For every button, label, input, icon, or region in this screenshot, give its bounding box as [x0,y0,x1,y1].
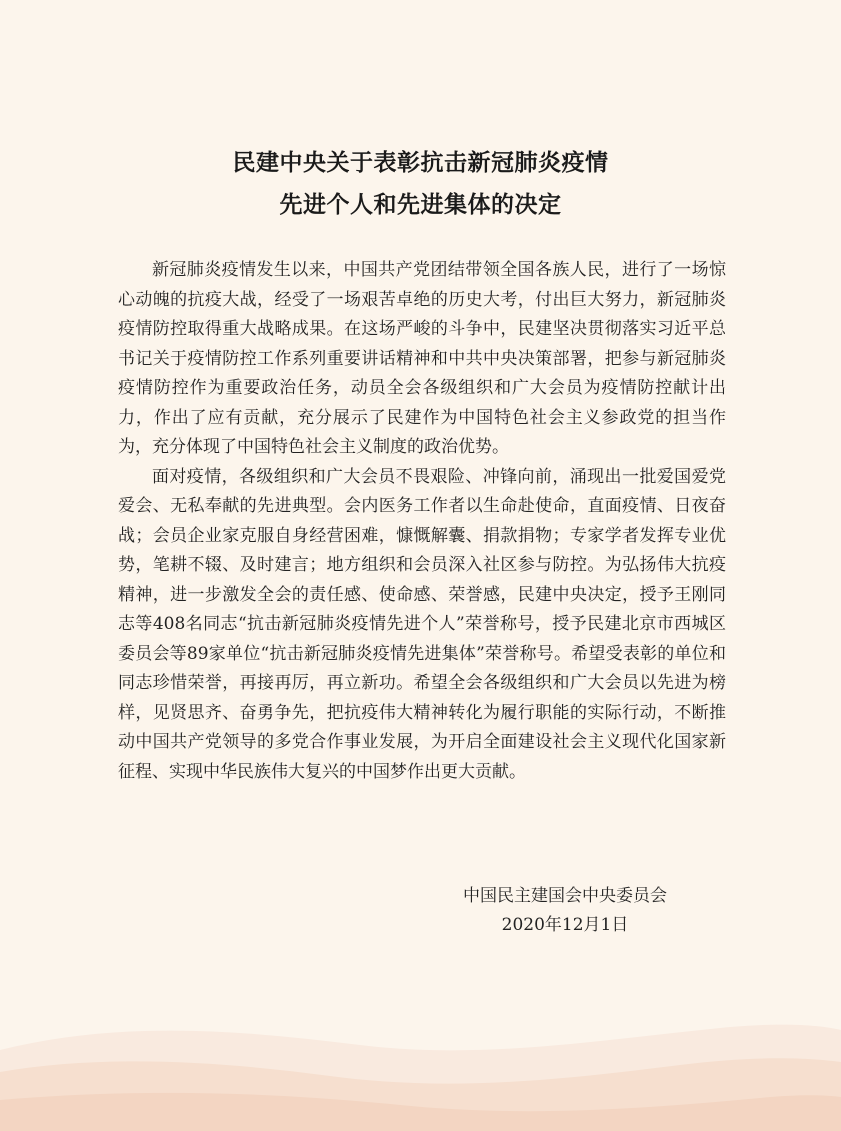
body-paragraph-2: 面对疫情，各级组织和广大会员不畏艰险、冲锋向前，涌现出一批爱国爱党爱会、无私奉献的先进典型。会内医务工作者以生命赴使命，直面疫情、日夜奋战；会员企业家克服自身经营困难，慷慨解囊、捐款捐物；专家学者发挥专业优势，笔耕不辍、及时建言；地方组织和会员深入社区参与防控。为弘扬伟大抗疫精神，进一步激发全会的责任感、使命感、荣誉感，民建中央决定，授予王刚同志等408名同志“抗击新冠肺炎疫情先进个人”荣誉称号，授予民建北京市西城区委员会等89家单位“抗击新冠肺炎疫情先进集体”荣誉称号。希望受表彰的单位和同志珍惜荣誉，再接再厉，再立新功。希望全会各级组织和广大会员以先进为榜样，见贤思齐、奋勇争先，把抗疫伟大精神转化为履行职能的实际行动，不断推动中国共产党领导的多党合作事业发展，为开启全面建设社会主义现代化国家新征程、实现中华民族伟大复兴的中国梦作出更大贡献。 [118,466,726,782]
signature-block [420,882,710,940]
decorative-wave-footer [0,1010,841,1131]
signature-organization: 中国民主建国会中央委员会 [463,886,667,906]
document-title-line-1: 民建中央关于表彰抗击新冠肺炎疫情 [232,149,609,176]
signature-date: 2020年12月1日 [501,915,629,935]
document-title-line-2: 先进个人和先进集体的决定 [279,191,562,218]
document-body [118,256,726,787]
body-paragraph-1: 新冠肺炎疫情发生以来，中国共产党团结带领全国各族人民，进行了一场惊心动魄的抗疫大战，经受了一场艰苦卓绝的历史大考，付出巨大努力，新冠肺炎疫情防控取得重大战略成果。在这场严峻的斗争中，民建坚决贯彻落实习近平总书记关于疫情防控工作系列重要讲话精神和中共中央决策部署，把参与新冠肺炎疫情防控作为重要政治任务，动员全会各级组织和广大会员为疫情防控献计出力，作出了应有贡献，充分展示了民建作为中国特色社会主义参政党的担当作为，充分体现了中国特色社会主义制度的政治优势。 [118,260,726,457]
